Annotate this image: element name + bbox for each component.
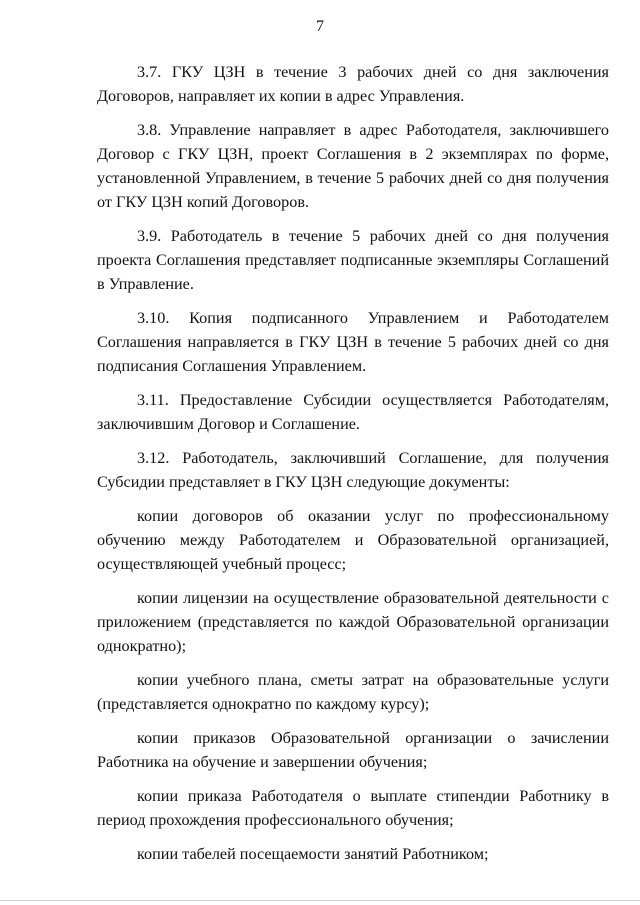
- list-item-attendance-sheets: копии табелей посещаемости занятий Работником;: [137, 845, 489, 863]
- list-item-license-copies: копии лицензии на осуществление образовательной деятельности с приложением (представляется по каждой Образовательной организации однократно);: [97, 589, 609, 655]
- paragraph-3-7: 3.7. ГКУ ЦЗН в течение 3 рабочих дней со дня заключения Договоров, направляет их копии в адрес Управления.: [97, 63, 609, 105]
- list-item-stipend-order: копии приказа Работодателя о выплате стипендии Работнику в период прохождения профессионального обучения;: [97, 787, 609, 829]
- page-bottom-edge: [0, 900, 640, 901]
- page-number: 7: [316, 18, 324, 35]
- paragraph-3-8: 3.8. Управление направляет в адрес Работодателя, заключившего Договор с ГКУ ЦЗН, проект Соглашения в 2 экземплярах по форме, установленной Управлением, в течение 5 рабочих дней со дня получения от ГКУ ЦЗН копий Договоров.: [97, 121, 609, 211]
- list-item-curriculum-copies: копии учебного плана, сметы затрат на образовательные услуги (представляется однократно по каждому курсу);: [97, 671, 609, 713]
- document-body: [97, 60, 609, 876]
- paragraph-3-12: 3.12. Работодатель, заключивший Соглашение, для получения Субсидии представляет в ГКУ ЦЗН следующие документы:: [97, 449, 609, 491]
- list-item-contracts-copies: копии договоров об оказании услуг по профессиональному обучению между Работодателем и Образовательной организацией, осуществляющей учебный процесс;: [97, 507, 609, 573]
- paragraph-3-11: 3.11. Предоставление Субсидии осуществляется Работодателям, заключившим Договор и Соглашение.: [97, 391, 609, 433]
- list-item-enrollment-orders: копии приказов Образовательной организации о зачислении Работника на обучение и завершении обучения;: [97, 729, 609, 771]
- paragraph-3-9: 3.9. Работодатель в течение 5 рабочих дней со дня получения проекта Соглашения представляет подписанные экземпляры Соглашений в Управление.: [97, 227, 609, 293]
- paragraph-3-10: 3.10. Копия подписанного Управлением и Работодателем Соглашения направляется в ГКУ ЦЗН в течение 5 рабочих дней со дня подписания Соглашения Управлением.: [97, 309, 609, 375]
